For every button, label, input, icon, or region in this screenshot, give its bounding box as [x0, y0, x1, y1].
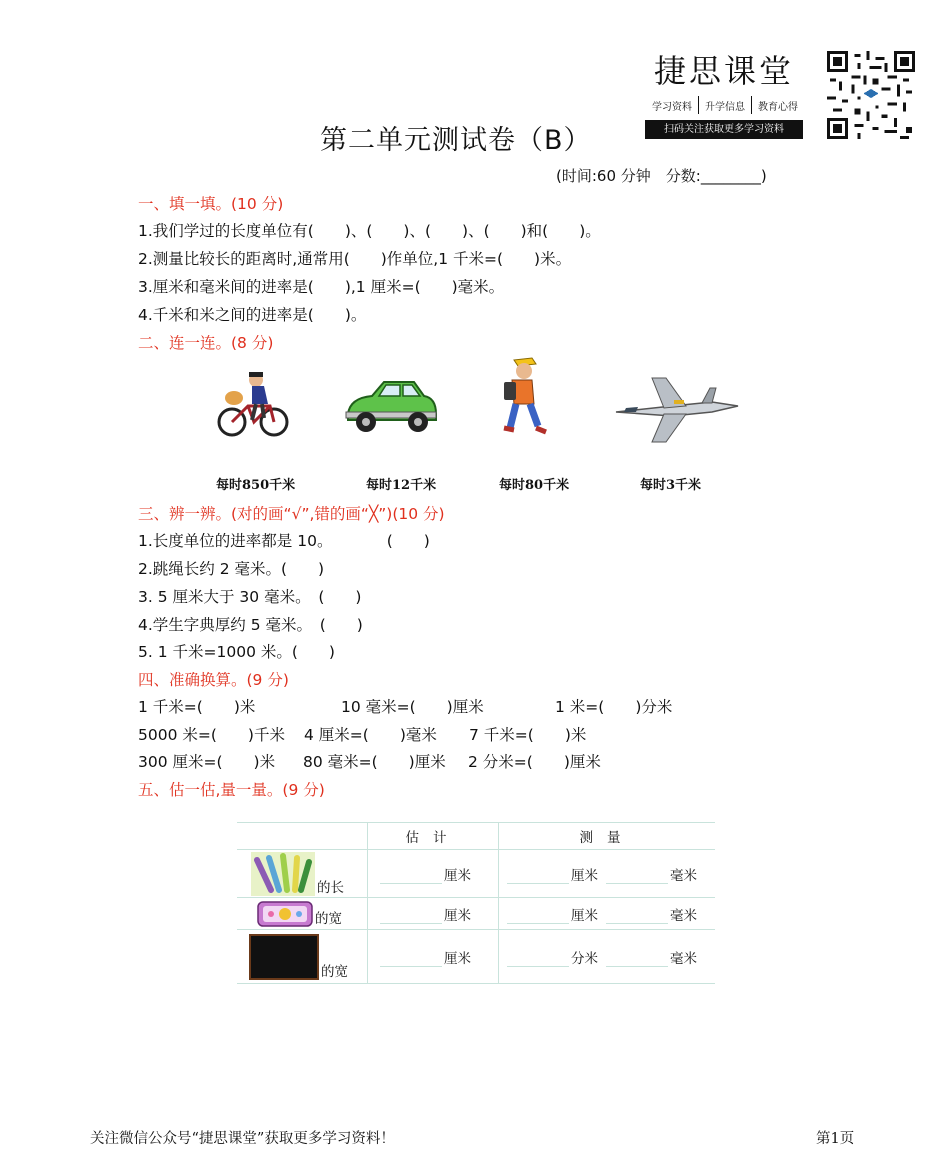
conversion: 7 千米=( )米 — [469, 726, 587, 744]
conversion: 10 毫米=( )厘米 — [341, 698, 484, 716]
answer-blank[interactable] — [380, 909, 442, 924]
brand-tag: 学习资料 — [652, 101, 692, 113]
unit-label: 厘米 — [571, 907, 598, 924]
question: 1.我们学过的长度单位有( )、( )、( )、( )和( )。 — [138, 222, 601, 240]
question: 4.千米和米之间的进率是( )。 — [138, 306, 367, 324]
section-heading: 四、准确换算。(9 分) — [138, 671, 289, 689]
brand-tags — [646, 96, 804, 114]
blackboard-illustration — [249, 934, 319, 980]
conversion: 300 厘米=( )米 — [138, 753, 276, 771]
fighter-jet-illustration — [612, 372, 742, 444]
row-item — [237, 930, 368, 984]
question: 1.长度单位的进率都是 10。 ( ) — [138, 532, 430, 550]
walking-boy-illustration — [498, 354, 550, 440]
unit-label: 厘米 — [444, 907, 471, 924]
brand-slogan: 扫码关注获取更多学习资料 — [645, 120, 803, 139]
unit-label: 厘米 — [444, 950, 471, 967]
row-label: 的宽 — [321, 963, 348, 980]
conversion: 1 千米=( )米 — [138, 698, 256, 716]
page-number: 第1页 — [816, 1131, 855, 1147]
conversion: 80 毫米=( )厘米 — [303, 753, 446, 771]
speed-caption: 每时12千米 — [366, 478, 437, 493]
answer-blank[interactable] — [507, 909, 569, 924]
car-illustration — [342, 374, 440, 436]
section-heading: 五、估一估,量一量。(9 分) — [138, 781, 325, 799]
section-heading: 三、辨一辨。(对的画“√”,错的画“╳”)(10 分) — [138, 505, 445, 523]
brand-name: 捷思课堂 — [654, 52, 795, 90]
row-item — [237, 898, 368, 930]
unit-label: 毫米 — [670, 950, 697, 967]
page-title: 第二单元测试卷（B） — [320, 125, 592, 156]
col-measure: 测量 — [499, 823, 716, 850]
chalk-illustration — [251, 852, 315, 896]
answer-blank[interactable] — [380, 952, 442, 967]
brand-tag: 升学信息 — [705, 101, 745, 113]
unit-label: 厘米 — [571, 867, 598, 884]
col-estimate: 估计 — [368, 823, 499, 850]
section-heading: 二、连一连。(8 分) — [138, 334, 274, 352]
conversion: 2 分米=( )厘米 — [468, 753, 601, 771]
conversion: 1 米=( )分米 — [555, 698, 673, 716]
question: 4.学生字典厚约 5 毫米。 ( ) — [138, 616, 363, 634]
qr-code-icon — [827, 51, 915, 139]
question: 5. 1 千米=1000 米。( ) — [138, 643, 335, 661]
speed-caption: 每时850千米 — [216, 478, 296, 493]
unit-label: 毫米 — [670, 907, 697, 924]
question: 2.测量比较长的距离时,通常用( )作单位,1 千米=( )米。 — [138, 250, 572, 268]
answer-blank[interactable] — [606, 909, 668, 924]
unit-label: 分米 — [571, 950, 598, 967]
question: 3. 5 厘米大于 30 毫米。 ( ) — [138, 588, 362, 606]
answer-blank[interactable] — [507, 952, 569, 967]
answer-blank[interactable] — [606, 952, 668, 967]
cyclist-illustration — [212, 368, 292, 440]
section-heading: 一、填一填。(10 分) — [138, 195, 284, 213]
row-item — [237, 850, 368, 898]
conversion: 4 厘米=( )毫米 — [304, 726, 437, 744]
unit-label: 毫米 — [670, 867, 697, 884]
brand-tag: 教育心得 — [758, 101, 798, 113]
footer-note: 关注微信公众号“捷思课堂”获取更多学习资料！ — [90, 1131, 395, 1147]
row-label: 的宽 — [315, 910, 342, 927]
conversion: 5000 米=( )千米 — [138, 726, 285, 744]
speed-caption: 每时80千米 — [499, 478, 570, 493]
time-score-info: (时间:60 分钟 分数:________) — [556, 167, 767, 185]
measurement-table — [237, 822, 715, 984]
pencil-case-illustration — [257, 901, 313, 927]
question: 3.厘米和毫米间的进率是( ),1 厘米=( )毫米。 — [138, 278, 505, 296]
question: 2.跳绳长约 2 毫米。( ) — [138, 560, 325, 578]
row-label: 的长 — [317, 879, 344, 896]
answer-blank[interactable] — [507, 869, 569, 884]
speed-caption: 每时3千米 — [640, 478, 702, 493]
unit-label: 厘米 — [444, 867, 471, 884]
answer-blank[interactable] — [380, 869, 442, 884]
answer-blank[interactable] — [606, 869, 668, 884]
